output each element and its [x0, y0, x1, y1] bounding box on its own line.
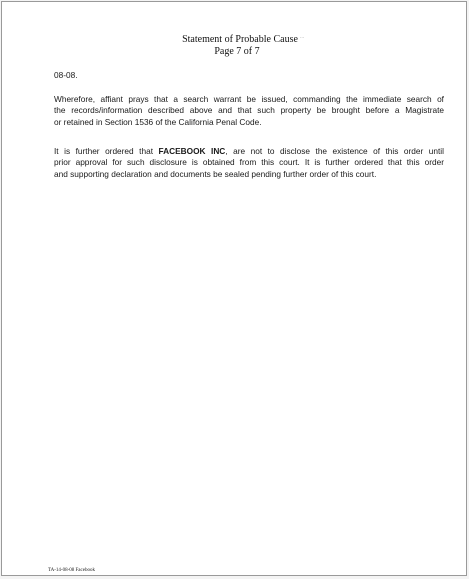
document-footer: TA-14-08-08 Facebook [48, 568, 95, 573]
document-title: Statement of Probable Cause [182, 34, 298, 45]
paragraph-line: Wherefore, affiant prays that a search warrant be issued, commanding the immediate search of [54, 94, 444, 104]
page-number: Page 7 of 7 [214, 46, 260, 57]
paragraph-text: , are not to disclose the existence of this order until [225, 146, 444, 156]
paragraph-line: 08-08. [54, 70, 78, 80]
paragraph-wherefore [54, 94, 444, 128]
paragraph-line: the records/information described above and that such property be brought before a Magistrate [54, 105, 444, 116]
paragraph-line: and supporting declaration and documents be sealed pending further order of this court. [54, 168, 377, 179]
paragraph-case-number [54, 70, 444, 81]
paragraph-line: or retained in Section 1536 of the California Penal Code. [54, 116, 262, 127]
paragraph-nondisclosure-order [54, 146, 444, 180]
company-name: FACEBOOK INC [158, 146, 226, 156]
paragraph-line [54, 146, 444, 157]
paragraph-line: prior approval for such disclosure is obtained from this court. It is further ordered that this order [54, 157, 444, 168]
header-mark: ... [300, 34, 305, 40]
paragraph-text: It is further ordered that [54, 146, 159, 156]
document-page [1, 1, 467, 576]
